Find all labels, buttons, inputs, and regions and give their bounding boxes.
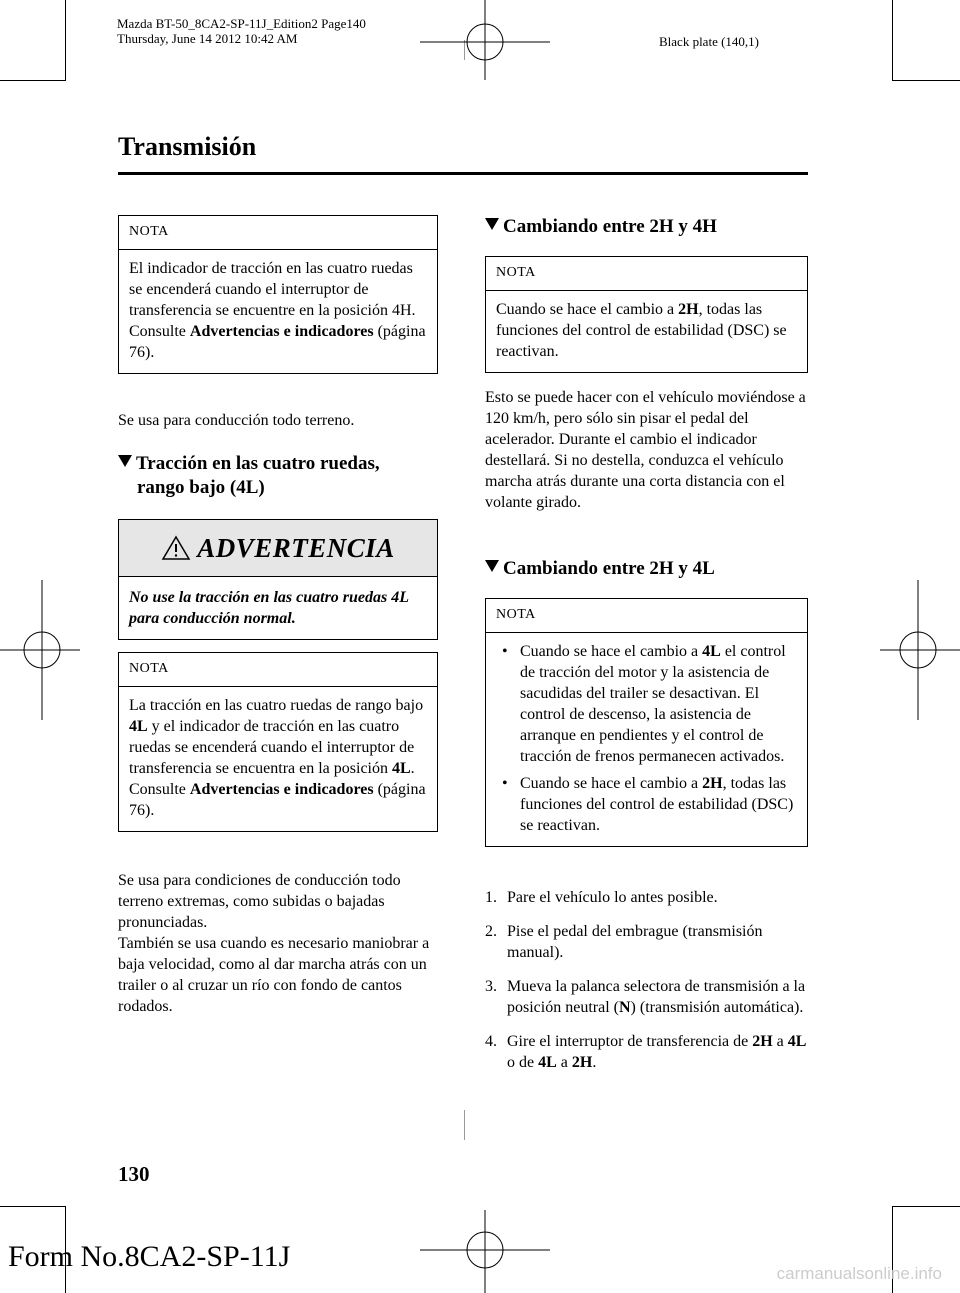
- registration-mark-right: [880, 580, 960, 720]
- note-box-2h-4l: [485, 598, 808, 847]
- registration-mark-bottom: [420, 1210, 550, 1293]
- note-box-4h: [118, 215, 438, 374]
- note-label: NOTA: [119, 653, 437, 687]
- triangle-bullet-icon: [485, 218, 499, 230]
- list-item: 3. Mueva la palanca selectora de transmisión a la posición neutral (N) (transmisión automática).: [485, 978, 806, 1016]
- warning-title: ADVERTENCIA: [197, 532, 395, 563]
- note-text: La tracción en las cuatro ruedas de rango bajo 4L y el indicador de tracción en las cuatro ruedas se encenderá cuando el interruptor de transferencia se encuentra en la posición 4L. Consulte Advertencias e indicadores (página 76).: [129, 697, 426, 819]
- section-heading-4l: Tracción en las cuatro ruedas, rango bajo (4L): [118, 452, 438, 500]
- watermark: carmanualsonline.info: [776, 1264, 942, 1283]
- reference-link: Advertencias e indicadores: [189, 323, 374, 340]
- file-info-line1: Mazda BT-50_8CA2-SP-11J_Edition2 Page140: [117, 16, 366, 31]
- page-number: 130: [118, 1162, 150, 1186]
- procedure-steps: [485, 887, 808, 1086]
- note-label: NOTA: [486, 257, 807, 291]
- section-heading-2h-4l: Cambiando entre 2H y 4L: [485, 557, 808, 581]
- note-text: El indicador de tracción en las cuatro ruedas se encenderá cuando el interruptor de transferencia se encuentre en la posición 4H. Consulte Advertencias e indicadores (página 76).: [129, 260, 426, 361]
- reference-link: Advertencias e indicadores: [189, 781, 374, 798]
- header-rule: [118, 172, 808, 175]
- note-label: NOTA: [486, 599, 807, 633]
- file-info-line2: Thursday, June 14 2012 10:42 AM: [117, 31, 298, 46]
- warning-text: No use la tracción en las cuatro ruedas 4L para conducción normal.: [129, 589, 409, 627]
- chapter-title: Transmisión: [118, 132, 257, 161]
- paragraph-shift-speed: Esto se puede hacer con el vehículo moviéndose a 120 km/h, pero sólo sin pisar el pedal del acelerador. Durante el cambio el indicador destellará. Si no destella, conduzca el vehículo marcha atrás durante una corta distancia con el volante girado.: [485, 389, 806, 511]
- triangle-bullet-icon: [118, 455, 132, 467]
- list-item: 4. Gire el interruptor de transferencia de 2H a 4L o de 4L a 2H.: [485, 1033, 807, 1071]
- section-heading-2h-4h: Cambiando entre 2H y 4H: [485, 215, 808, 239]
- note-text: Cuando se hace el cambio a 2H, todas las funciones del control de estabilidad (DSC) se reactivan.: [496, 301, 787, 360]
- note-label: NOTA: [119, 216, 437, 250]
- warning-triangle-icon: [161, 535, 191, 561]
- note-box-4l: [118, 652, 438, 832]
- triangle-bullet-icon: [485, 560, 499, 572]
- form-number: Form No.8CA2-SP-11J: [8, 1240, 291, 1273]
- note-bullet-list: [496, 641, 797, 836]
- list-item: 2. Pise el pedal del embrague (transmisión manual).: [485, 923, 763, 961]
- plate-label: Black plate (140,1): [659, 34, 759, 49]
- list-item: • Cuando se hace el cambio a 4L el control de tracción del motor y la asistencia de sacudidas del trailer se desactivan. El control de descenso, la asistencia de arranque en pendientes y el control de tracción de frenos permanecen activados.: [496, 641, 797, 767]
- registration-mark-top: [420, 0, 550, 80]
- note-box-2h: [485, 256, 808, 373]
- paragraph-offroad: Se usa para conducción todo terreno.: [118, 412, 355, 429]
- list-item: • Cuando se hace el cambio a 2H, todas las funciones del control de estabilidad (DSC) se reactivan.: [496, 773, 797, 836]
- warning-box: [118, 519, 438, 640]
- paragraph-maneuver: También se usa cuando es necesario maniobrar a baja velocidad, como al dar marcha atrás con un trailer o al cruzar un río con fondo de cantos rodados.: [118, 935, 430, 1015]
- registration-mark-left: [0, 580, 80, 720]
- paragraph-extreme: Se usa para condiciones de conducción todo terreno extremas, como subidas o bajadas pronunciadas.: [118, 872, 401, 931]
- list-item: 1. Pare el vehículo lo antes posible.: [485, 889, 718, 906]
